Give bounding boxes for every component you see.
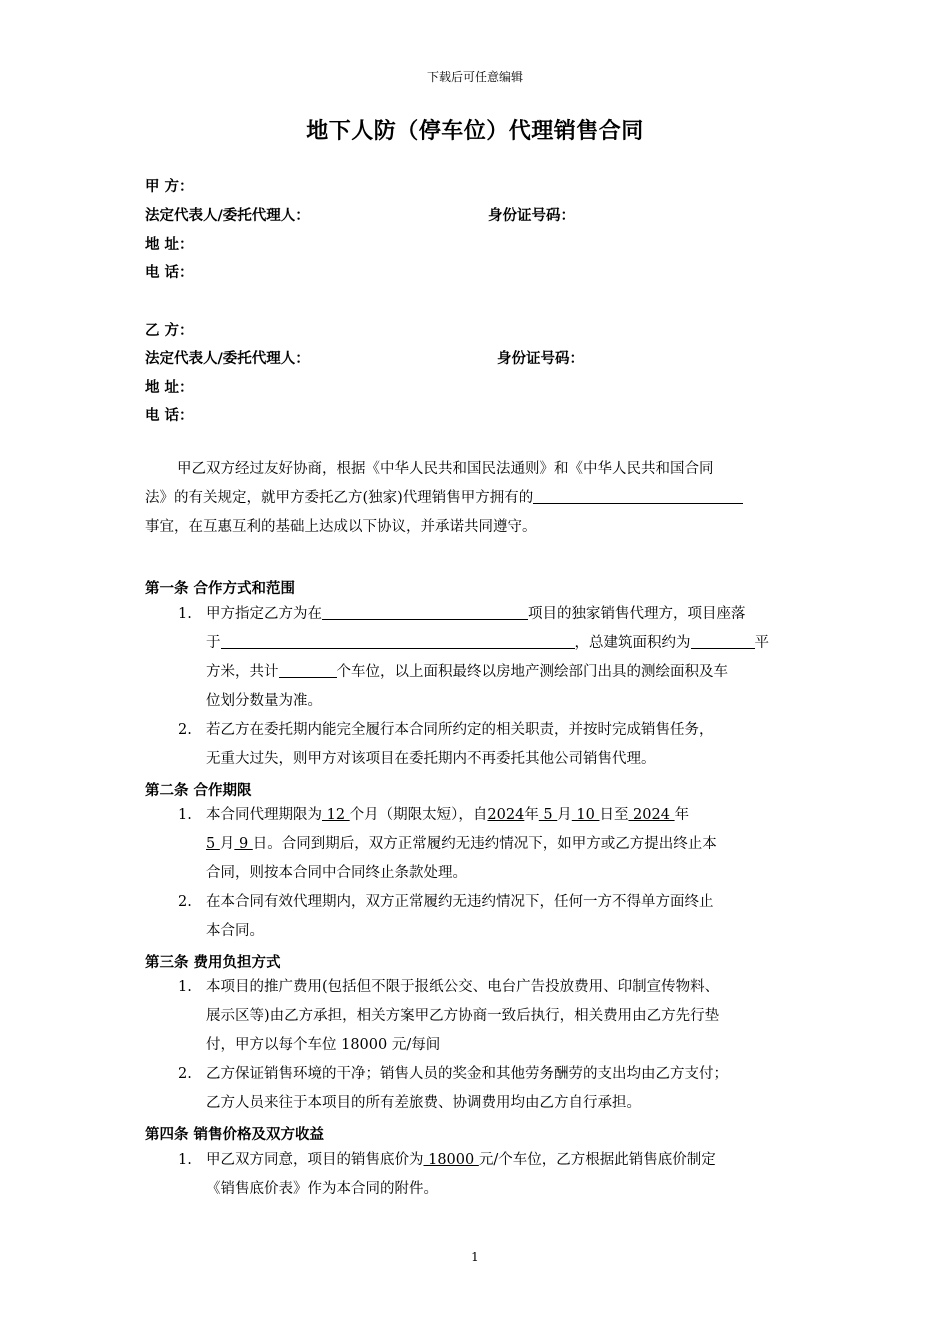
intro-line-2: 法》的有关规定，就甲方委托乙方(独家)代理销售甲方拥有的 — [145, 484, 743, 513]
party-a-id-label: 身份证号码： — [488, 208, 575, 224]
s1-item-2-number: 2. — [178, 722, 192, 738]
s3-item-1-line-2: 展示区等)由乙方承担，相关方案甲乙方协商一致后执行，相关费用由乙方先行垫 — [206, 1008, 720, 1024]
section-1-title: 第一条 合作方式和范围 — [145, 581, 296, 597]
document-title: 地下人防（停车位）代理销售合同 — [306, 119, 644, 144]
party-b-rep-label: 法定代表人/委托代理人： — [145, 351, 310, 367]
s1-item-1-line-2: 于 ，总建筑面积约为 平 — [206, 629, 769, 658]
party-a-label: 甲 方： — [145, 179, 194, 195]
s1-item-2-line-2: 无重大过失，则甲方对该项目在委托期内不再委托其他公司销售代理。 — [206, 751, 656, 767]
s1-item-1-line-1: 甲方指定乙方为在 项目的独家销售代理方，项目座落 — [206, 600, 746, 629]
s3-item-1-line-1: 本项目的推广费用(包括但不限于报纸公交、电台广告投放费用、印制宣传物料、 — [206, 979, 720, 995]
intro-blank — [533, 485, 743, 504]
intro-line-1: 甲乙双方经过友好协商，根据《中华人民共和国民法通则》和《中华人民共和国合同 — [177, 461, 714, 477]
page-number: 1 — [471, 1250, 479, 1264]
s1-item-1-line-3: 方米，共计 个车位，以上面积最终以房地产测绘部门出具的测绘面积及车 — [206, 658, 728, 687]
s2-item-1-line-3: 合同，则按本合同中合同终止条款处理。 — [206, 865, 467, 881]
location-blank — [221, 630, 575, 649]
intro-line-3: 事宜，在互惠互利的基础上达成以下协议，并承诺共同遵守。 — [145, 519, 537, 535]
s3-item-1-line-3: 付，甲方以每个车位 18000 元/每间 — [206, 1037, 441, 1053]
s4-item-1-line-1: 甲乙双方同意，项目的销售底价为 18000 元/个车位，乙方根据此销售底价制定 — [206, 1152, 716, 1168]
party-a-rep-label: 法定代表人/委托代理人： — [145, 208, 310, 224]
s2-item-1-line-2: 5 月 9 日。合同到期后，双方正常履约无违约情况下，如甲方或乙方提出终止本 — [206, 836, 717, 852]
s2-item-1-line-1: 本合同代理期限为 12 个月（期限太短），自2024年 5 月 10 日至 2024 年 — [206, 807, 690, 823]
party-a-address-label: 地 址： — [145, 237, 194, 253]
s3-item-2-line-2: 乙方人员来往于本项目的所有差旅费、协调费用均由乙方自行承担。 — [206, 1095, 641, 1111]
s3-item-1-number: 1. — [178, 979, 192, 995]
party-b-id-label: 身份证号码： — [497, 351, 584, 367]
s3-item-2-number: 2. — [178, 1066, 192, 1082]
party-a-phone-label: 电 话： — [145, 265, 194, 281]
s1-item-1-number: 1. — [178, 606, 192, 622]
party-b-phone-label: 电 话： — [145, 408, 194, 424]
s2-item-2-line-1: 在本合同有效代理期内，双方正常履约无违约情况下，任何一方不得单方面终止 — [206, 894, 714, 910]
s1-item-1-line-4: 位划分数量为准。 — [206, 693, 322, 709]
s1-item-2-line-1: 若乙方在委托期内能完全履行本合同所约定的相关职责，并按时完成销售任务， — [206, 722, 714, 738]
s2-item-1-number: 1. — [178, 807, 192, 823]
s3-item-2-line-1: 乙方保证销售环境的干净；销售人员的奖金和其他劳务酬劳的支出均由乙方支付； — [206, 1066, 728, 1082]
party-b-label: 乙 方： — [145, 323, 194, 339]
spaces-blank — [279, 659, 337, 678]
page-header: 下载后可任意编辑 — [426, 70, 523, 84]
party-b-address-label: 地 址： — [145, 380, 194, 396]
section-4-title: 第四条 销售价格及双方收益 — [145, 1127, 325, 1143]
section-2-title: 第二条 合作期限 — [145, 783, 252, 799]
s4-item-1-line-2: 《销售底价表》作为本合同的附件。 — [206, 1181, 438, 1197]
area-blank — [691, 630, 755, 649]
s2-item-2-line-2: 本合同。 — [206, 923, 264, 939]
project-name-blank — [322, 601, 528, 620]
s2-item-2-number: 2. — [178, 894, 192, 910]
section-3-title: 第三条 费用负担方式 — [145, 955, 281, 971]
s4-item-1-number: 1. — [178, 1152, 192, 1168]
